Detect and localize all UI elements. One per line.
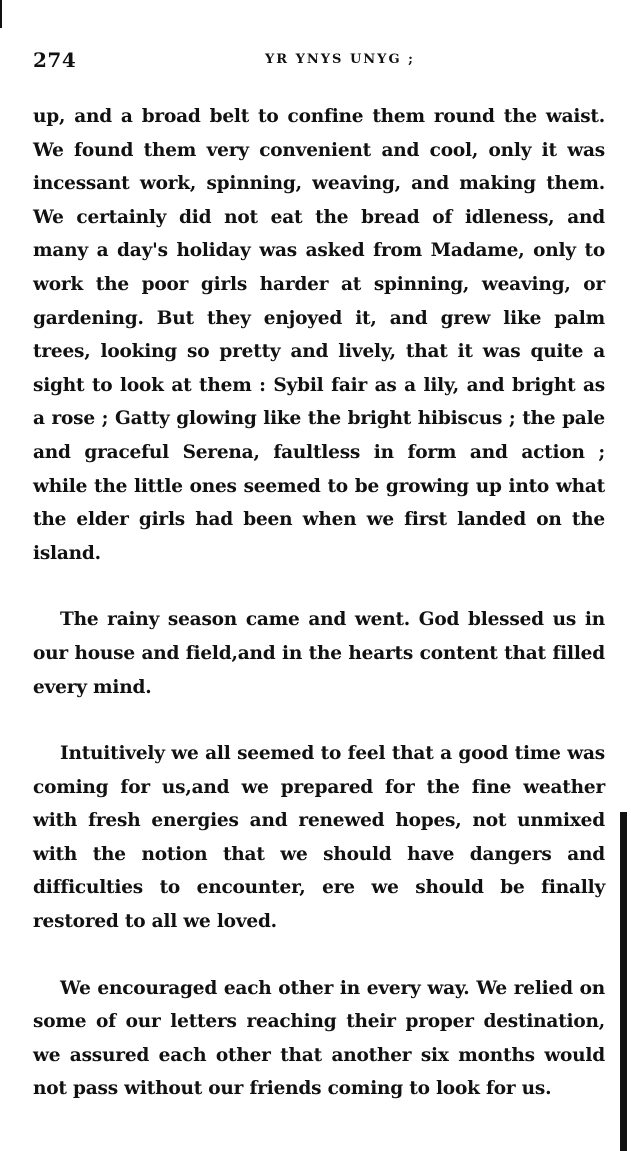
paragraph-intuitively: Intuitively we all seemed to feel that a good time was coming for us,and we prepared for the fine weather with fresh energies and renewed hopes, not unmixed with the notion that we should have dangers and difficulties to encounter, ere we should be finally restored to all we loved. xyxy=(33,743,605,933)
paragraph-encouraged: We encouraged each other in every way. We relied on some of our letters reaching their proper destination, we assured each other that another six months would not pass without our friends coming to look for us. xyxy=(33,977,605,1100)
page-edge-mark-right xyxy=(620,812,627,1151)
body-text xyxy=(33,100,605,1106)
page-number: 274 xyxy=(33,48,77,72)
running-head: YR YNYS UNYG ; xyxy=(265,52,415,67)
paragraph-continuation: up, and a broad belt to confine them round the waist. We found them very convenient and cool, only it was incessant work, spinning, weaving, and making them. We certainly did not eat the bread of idleness, and many a day's holiday was asked from Madame, only to work the poor girls harder at spinning, weaving, or gardening. But they enjoyed it, and grew like palm trees, looking so pretty and lively, that it was quite a sight to look at them : Sybil fair as a lily, and bright as a rose ; Gatty glowing like the bright hibiscus ; the pale and graceful Serena, faultless in form and action ; while the little ones seemed to be growing up into what the elder girls had been when we first landed on the island. xyxy=(33,106,605,564)
page-edge-mark-top xyxy=(0,0,2,28)
paragraph-rainy-season: The rainy season came and went. God blessed us in our house and field,and in the hearts content that filled every mind. xyxy=(33,609,605,698)
page-header xyxy=(33,48,603,78)
